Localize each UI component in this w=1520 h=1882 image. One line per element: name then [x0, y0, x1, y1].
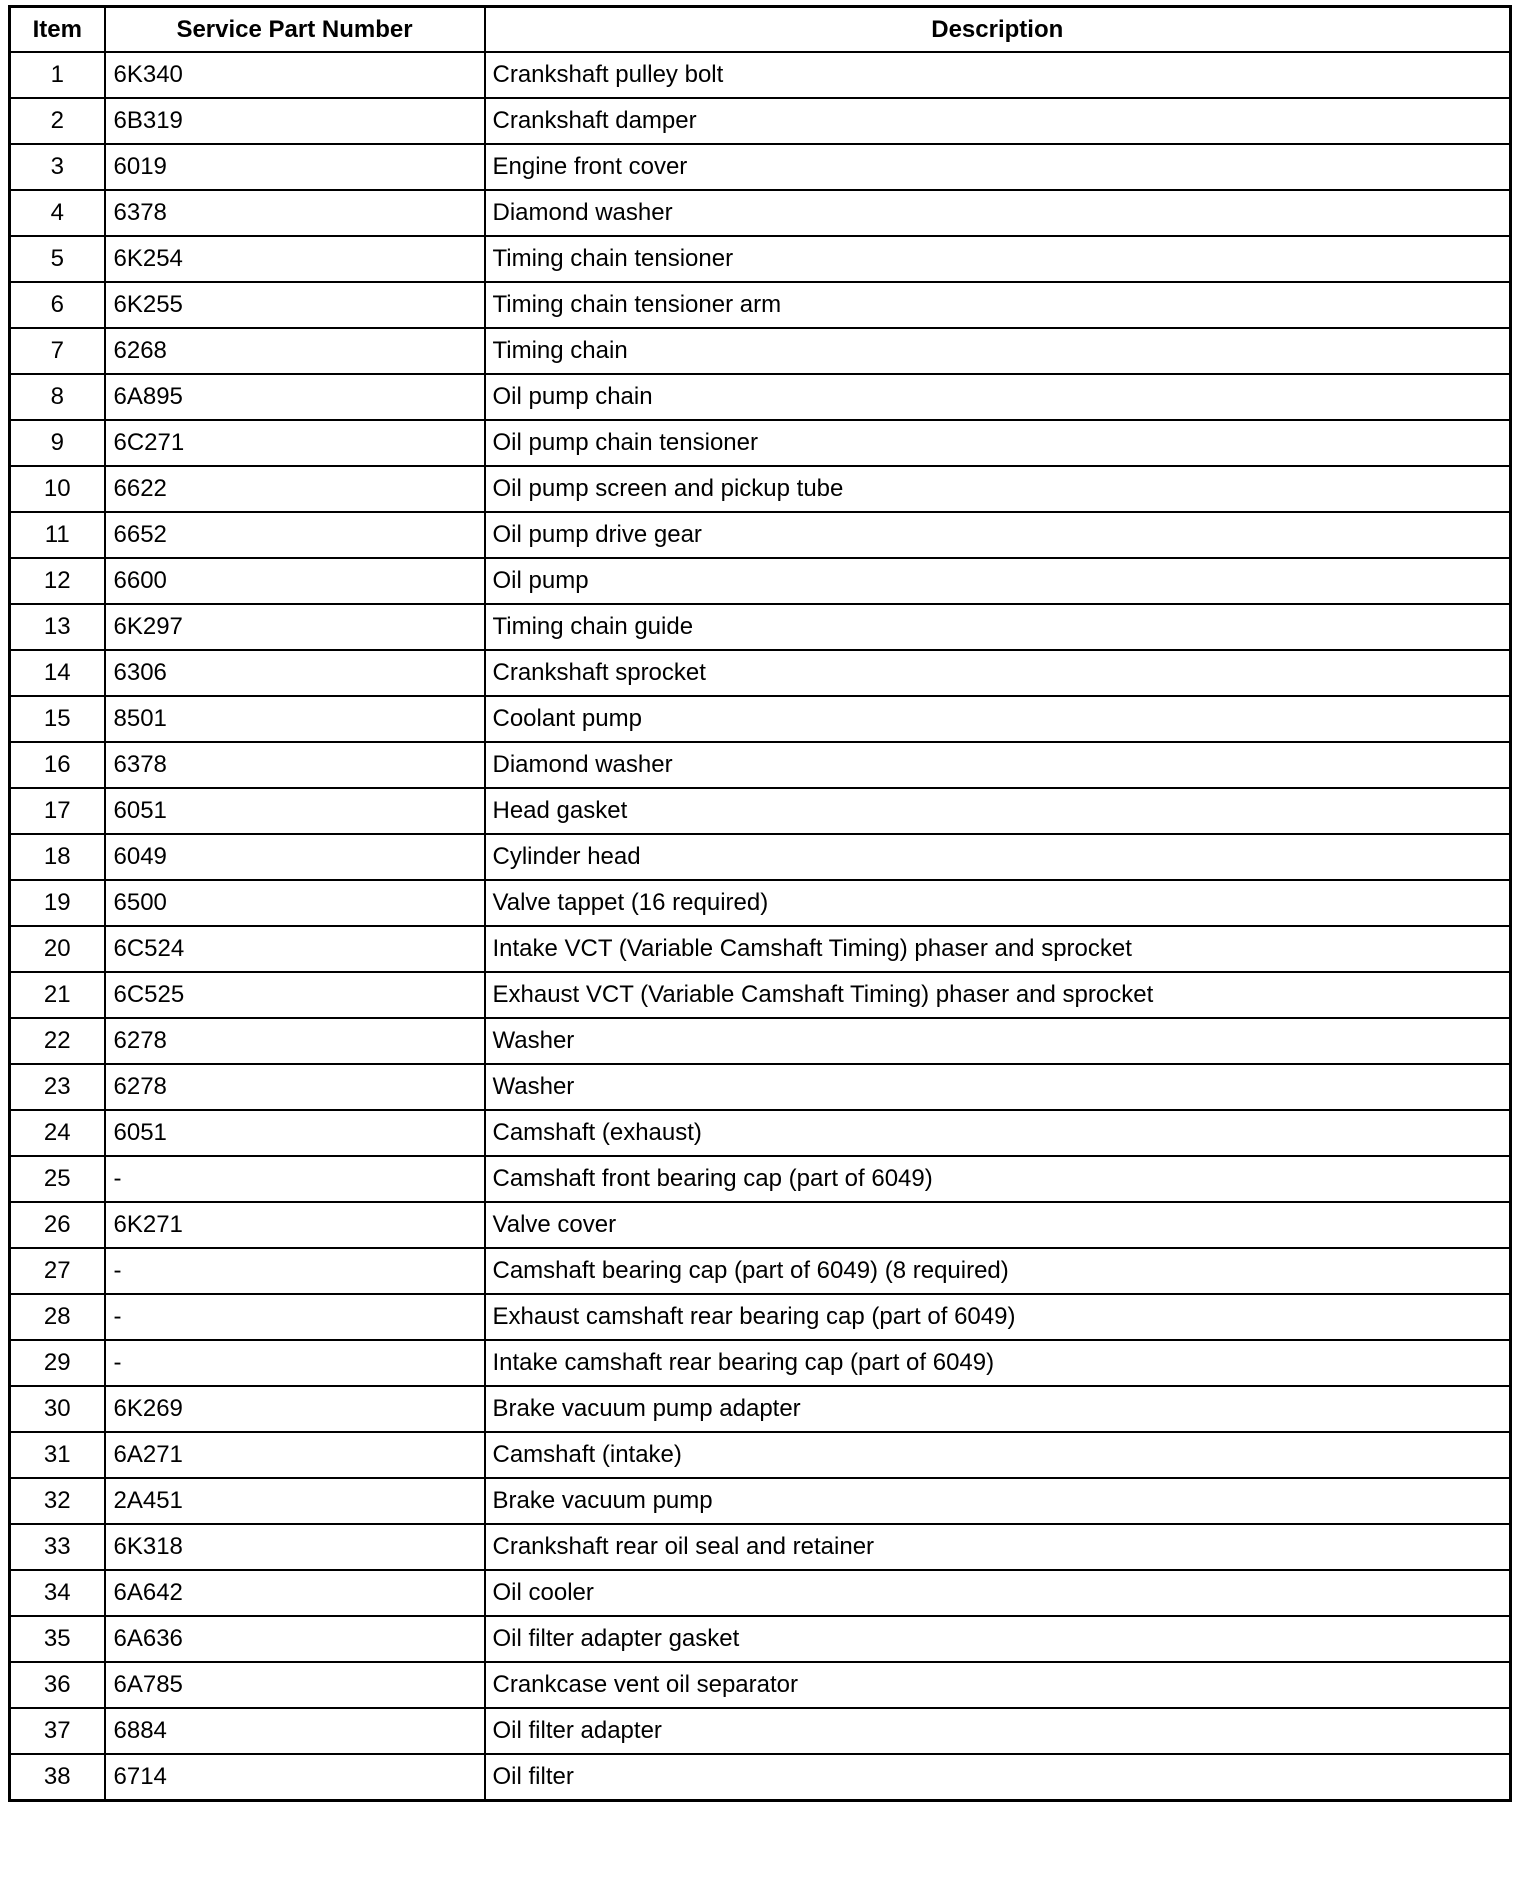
service-part-number-cell: 6K255 — [105, 282, 485, 328]
item-number-cell: 21 — [10, 972, 105, 1018]
table-row — [10, 788, 1511, 834]
table-row — [10, 1386, 1511, 1432]
item-number-cell: 12 — [10, 558, 105, 604]
item-number-cell: 33 — [10, 1524, 105, 1570]
header-description: Description — [485, 7, 1511, 53]
table-row — [10, 1340, 1511, 1386]
service-part-number-cell: 6K254 — [105, 236, 485, 282]
service-part-number-cell: 6019 — [105, 144, 485, 190]
service-part-number-cell: - — [105, 1156, 485, 1202]
table-row — [10, 1110, 1511, 1156]
service-part-number-cell: 6378 — [105, 742, 485, 788]
item-number-cell: 5 — [10, 236, 105, 282]
service-part-number-cell: 6622 — [105, 466, 485, 512]
service-part-number-cell: 6K340 — [105, 52, 485, 98]
description-cell: Camshaft (exhaust) — [485, 1110, 1511, 1156]
description-cell: Washer — [485, 1064, 1511, 1110]
description-cell: Oil pump chain tensioner — [485, 420, 1511, 466]
service-part-number-cell: 6306 — [105, 650, 485, 696]
service-part-number-cell: 6A271 — [105, 1432, 485, 1478]
service-part-number-cell: 6C271 — [105, 420, 485, 466]
item-number-cell: 11 — [10, 512, 105, 558]
service-part-number-cell: 6C524 — [105, 926, 485, 972]
service-part-number-cell: 6500 — [105, 880, 485, 926]
description-cell: Oil pump chain — [485, 374, 1511, 420]
table-row — [10, 742, 1511, 788]
description-cell: Timing chain guide — [485, 604, 1511, 650]
table-row — [10, 98, 1511, 144]
table-body — [10, 52, 1511, 1801]
table-row — [10, 420, 1511, 466]
description-cell: Oil filter — [485, 1754, 1511, 1801]
table-row — [10, 1478, 1511, 1524]
description-cell: Coolant pump — [485, 696, 1511, 742]
description-cell: Crankshaft pulley bolt — [485, 52, 1511, 98]
item-number-cell: 20 — [10, 926, 105, 972]
service-part-number-cell: 6600 — [105, 558, 485, 604]
table-row — [10, 52, 1511, 98]
table-row — [10, 282, 1511, 328]
service-part-number-cell: 8501 — [105, 696, 485, 742]
header-row — [10, 7, 1511, 53]
item-number-cell: 13 — [10, 604, 105, 650]
description-cell: Oil pump drive gear — [485, 512, 1511, 558]
service-part-number-cell: 6K269 — [105, 1386, 485, 1432]
header-item: Item — [10, 7, 105, 53]
service-part-number-cell: 6K297 — [105, 604, 485, 650]
description-cell: Diamond washer — [485, 190, 1511, 236]
service-part-number-cell: - — [105, 1248, 485, 1294]
service-part-number-cell: - — [105, 1294, 485, 1340]
item-number-cell: 8 — [10, 374, 105, 420]
service-part-number-cell: 6C525 — [105, 972, 485, 1018]
service-part-number-cell: 6278 — [105, 1018, 485, 1064]
description-cell: Valve tappet (16 required) — [485, 880, 1511, 926]
header-service-part-number: Service Part Number — [105, 7, 485, 53]
description-cell: Brake vacuum pump adapter — [485, 1386, 1511, 1432]
item-number-cell: 24 — [10, 1110, 105, 1156]
item-number-cell: 3 — [10, 144, 105, 190]
description-cell: Crankshaft rear oil seal and retainer — [485, 1524, 1511, 1570]
description-cell: Camshaft (intake) — [485, 1432, 1511, 1478]
service-part-number-cell: 6051 — [105, 1110, 485, 1156]
table-row — [10, 144, 1511, 190]
table-row — [10, 880, 1511, 926]
service-part-number-cell: 6K271 — [105, 1202, 485, 1248]
description-cell: Timing chain — [485, 328, 1511, 374]
item-number-cell: 27 — [10, 1248, 105, 1294]
description-cell: Cylinder head — [485, 834, 1511, 880]
table-row — [10, 604, 1511, 650]
table-row — [10, 1662, 1511, 1708]
description-cell: Head gasket — [485, 788, 1511, 834]
description-cell: Intake VCT (Variable Camshaft Timing) phaser and sprocket — [485, 926, 1511, 972]
description-cell: Exhaust camshaft rear bearing cap (part of 6049) — [485, 1294, 1511, 1340]
table-row — [10, 650, 1511, 696]
table-row — [10, 1754, 1511, 1801]
item-number-cell: 10 — [10, 466, 105, 512]
item-number-cell: 34 — [10, 1570, 105, 1616]
table-row — [10, 1156, 1511, 1202]
service-part-number-cell: 6B319 — [105, 98, 485, 144]
service-part-number-cell: 6884 — [105, 1708, 485, 1754]
service-part-number-cell: 6278 — [105, 1064, 485, 1110]
description-cell: Oil filter adapter gasket — [485, 1616, 1511, 1662]
service-part-number-cell: 6A636 — [105, 1616, 485, 1662]
item-number-cell: 37 — [10, 1708, 105, 1754]
item-number-cell: 31 — [10, 1432, 105, 1478]
description-cell: Oil cooler — [485, 1570, 1511, 1616]
table-row — [10, 558, 1511, 604]
item-number-cell: 2 — [10, 98, 105, 144]
description-cell: Valve cover — [485, 1202, 1511, 1248]
service-part-number-cell: 6268 — [105, 328, 485, 374]
table-row — [10, 466, 1511, 512]
description-cell: Crankshaft damper — [485, 98, 1511, 144]
service-part-number-cell: 6652 — [105, 512, 485, 558]
item-number-cell: 29 — [10, 1340, 105, 1386]
table-row — [10, 1524, 1511, 1570]
table-row — [10, 512, 1511, 558]
description-cell: Intake camshaft rear bearing cap (part of 6049) — [485, 1340, 1511, 1386]
item-number-cell: 23 — [10, 1064, 105, 1110]
table-row — [10, 1294, 1511, 1340]
table-header — [10, 7, 1511, 53]
item-number-cell: 6 — [10, 282, 105, 328]
table-row — [10, 236, 1511, 282]
description-cell: Brake vacuum pump — [485, 1478, 1511, 1524]
description-cell: Camshaft bearing cap (part of 6049) (8 required) — [485, 1248, 1511, 1294]
table-row — [10, 1202, 1511, 1248]
table-row — [10, 1570, 1511, 1616]
service-part-number-cell: 6K318 — [105, 1524, 485, 1570]
table-row — [10, 1248, 1511, 1294]
item-number-cell: 19 — [10, 880, 105, 926]
service-part-number-cell: 2A451 — [105, 1478, 485, 1524]
item-number-cell: 4 — [10, 190, 105, 236]
description-cell: Crankshaft sprocket — [485, 650, 1511, 696]
item-number-cell: 38 — [10, 1754, 105, 1801]
description-cell: Timing chain tensioner arm — [485, 282, 1511, 328]
service-part-number-cell: 6378 — [105, 190, 485, 236]
item-number-cell: 35 — [10, 1616, 105, 1662]
item-number-cell: 7 — [10, 328, 105, 374]
item-number-cell: 17 — [10, 788, 105, 834]
table-row — [10, 328, 1511, 374]
item-number-cell: 1 — [10, 52, 105, 98]
item-number-cell: 15 — [10, 696, 105, 742]
description-cell: Diamond washer — [485, 742, 1511, 788]
item-number-cell: 36 — [10, 1662, 105, 1708]
description-cell: Camshaft front bearing cap (part of 6049) — [485, 1156, 1511, 1202]
table-row — [10, 1064, 1511, 1110]
item-number-cell: 28 — [10, 1294, 105, 1340]
service-part-number-cell: 6A642 — [105, 1570, 485, 1616]
item-number-cell: 26 — [10, 1202, 105, 1248]
description-cell: Oil pump screen and pickup tube — [485, 466, 1511, 512]
service-part-number-cell: 6A895 — [105, 374, 485, 420]
service-part-number-cell: - — [105, 1340, 485, 1386]
description-cell: Crankcase vent oil separator — [485, 1662, 1511, 1708]
description-cell: Engine front cover — [485, 144, 1511, 190]
item-number-cell: 18 — [10, 834, 105, 880]
table-row — [10, 1432, 1511, 1478]
item-number-cell: 22 — [10, 1018, 105, 1064]
table-row — [10, 190, 1511, 236]
description-cell: Oil filter adapter — [485, 1708, 1511, 1754]
description-cell: Oil pump — [485, 558, 1511, 604]
table-row — [10, 696, 1511, 742]
table-row — [10, 1018, 1511, 1064]
service-part-number-cell: 6714 — [105, 1754, 485, 1801]
item-number-cell: 14 — [10, 650, 105, 696]
service-part-number-cell: 6051 — [105, 788, 485, 834]
item-number-cell: 32 — [10, 1478, 105, 1524]
service-part-number-cell: 6A785 — [105, 1662, 485, 1708]
description-cell: Washer — [485, 1018, 1511, 1064]
item-number-cell: 16 — [10, 742, 105, 788]
table-row — [10, 926, 1511, 972]
item-number-cell: 30 — [10, 1386, 105, 1432]
description-cell: Timing chain tensioner — [485, 236, 1511, 282]
item-number-cell: 25 — [10, 1156, 105, 1202]
description-cell: Exhaust VCT (Variable Camshaft Timing) phaser and sprocket — [485, 972, 1511, 1018]
item-number-cell: 9 — [10, 420, 105, 466]
table-row — [10, 1708, 1511, 1754]
table-row — [10, 972, 1511, 1018]
table-row — [10, 374, 1511, 420]
parts-table — [8, 5, 1512, 1802]
table-row — [10, 1616, 1511, 1662]
service-part-number-cell: 6049 — [105, 834, 485, 880]
table-row — [10, 834, 1511, 880]
